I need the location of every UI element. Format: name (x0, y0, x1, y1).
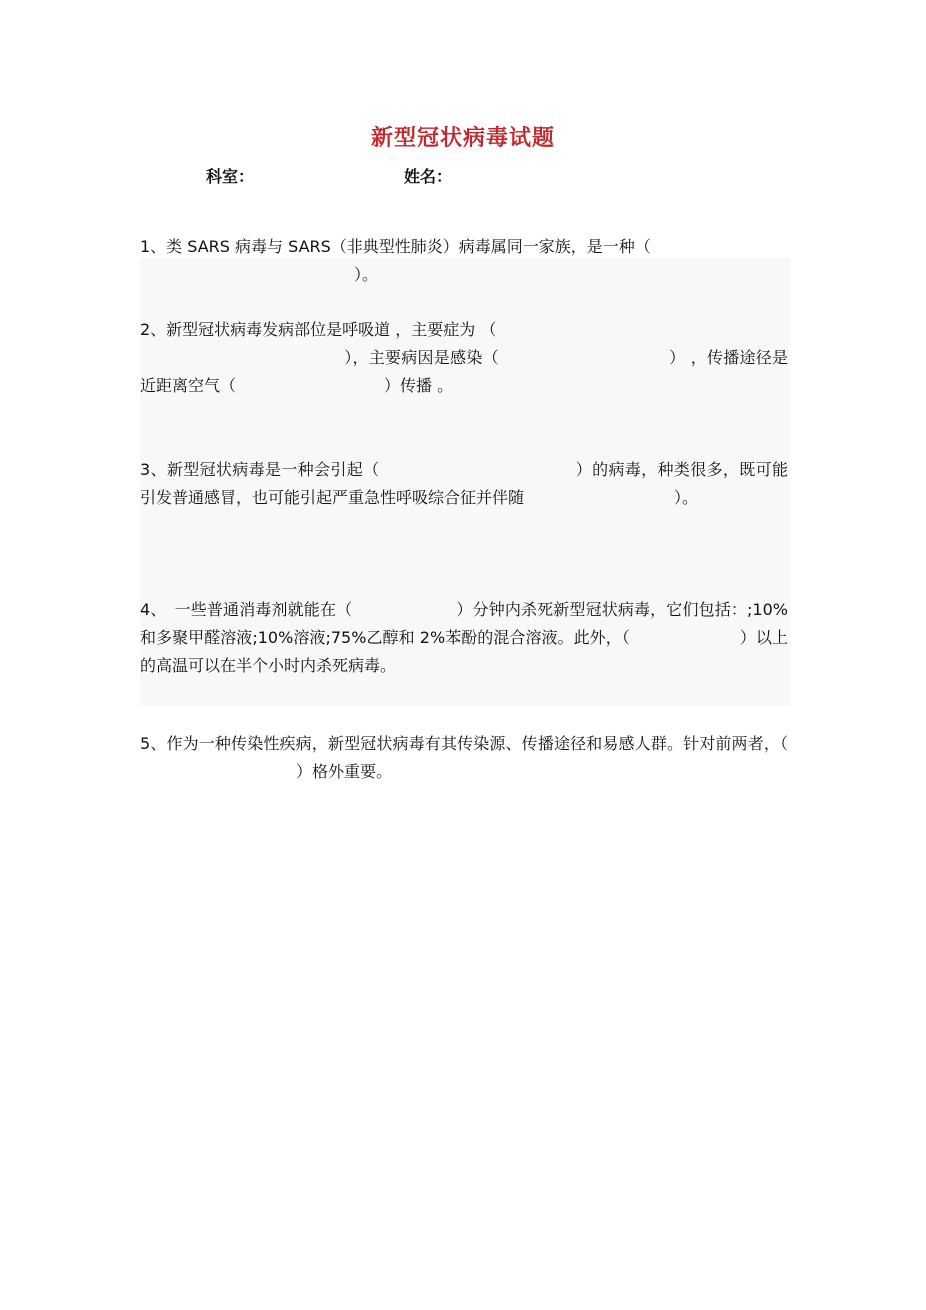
question-1 (140, 233, 788, 289)
question-4-text-b: ）分钟内杀死新型冠状病毒，它们包括：;10%和多聚甲醛溶液;10%溶液;75%乙醇和 2%苯酚的混合溶液。此外，（ (140, 600, 788, 647)
question-3-text-c: ）。 (674, 488, 699, 507)
question-2 (140, 316, 788, 400)
question-1-text-b: ）。 (354, 265, 379, 284)
question-2-text-d: ）传播 。 (384, 376, 454, 395)
question-2-text-c: ） ，传播途径是近距离空气（ (140, 348, 788, 395)
department-label: 科室： (206, 167, 255, 186)
question-5-text-b: ）格外重要。 (296, 762, 393, 781)
question-3 (140, 456, 788, 512)
question-4 (140, 596, 788, 680)
question-5 (140, 730, 788, 786)
question-4-text-a: 4、 一些普通消毒剂就能在（ (140, 600, 353, 619)
name-label: 姓名： (404, 167, 453, 186)
question-1-text-a: 1、类 SARS 病毒与 SARS（非典型性肺炎）病毒属同一家族，是一种（ (140, 237, 651, 256)
question-5-text-a: 5、作为一种传染性疾病，新型冠状病毒有其传染源、传播途径和易感人群。针对前两者，（ (140, 734, 788, 753)
question-4-text-c: ）以上的高温可以在半个小时内杀死病毒。 (140, 628, 788, 675)
question-3-text-a: 3、新型冠状病毒是一种会引起（ (140, 460, 380, 479)
question-2-text-a: 2、新型冠状病毒发病部位是呼吸道 ，主要症为 （ (140, 320, 497, 339)
page-title: 新型冠状病毒试题 (370, 125, 555, 151)
question-3-text-b: ）的病毒，种类很多，既可能引发普通感冒，也可能引起严重急性呼吸综合征并伴随 (140, 460, 788, 507)
question-2-text-b: ），主要病因是感染（ (344, 348, 499, 367)
